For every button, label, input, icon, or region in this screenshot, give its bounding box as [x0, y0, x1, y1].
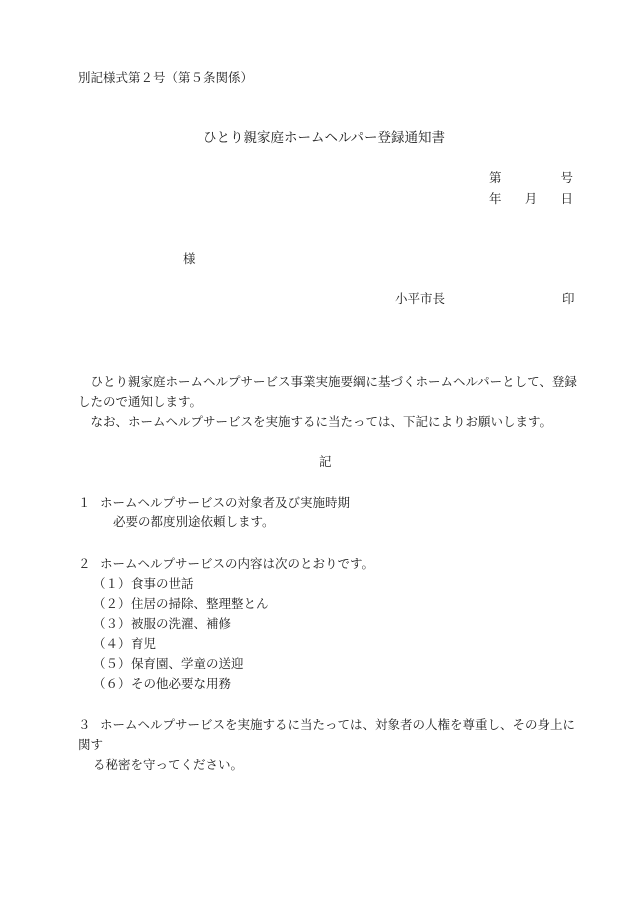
service-number: （１） — [93, 576, 131, 591]
body-paragraph: ひとり親家庭ホームヘルプサービス事業実施要綱に基づくホームヘルパーとして、登録したので通知します。 — [78, 374, 577, 409]
document-title: ひとり親家庭ホームヘルパー登録通知書 — [203, 130, 446, 146]
item-continuation: る秘密を守ってください。 — [93, 757, 244, 772]
date-year: 年 — [489, 191, 502, 206]
body-paragraph: なお、ホームヘルプサービスを実施するに当たっては、下記によりお願いします。 — [90, 414, 553, 429]
form-number: 別記様式第２号（第５条関係） — [78, 70, 254, 85]
list-item — [93, 634, 269, 654]
service-text: その他必要な用務 — [131, 676, 232, 691]
date-line — [489, 191, 573, 207]
item-1 — [78, 493, 578, 513]
item-text: ホームヘルプサービスの内容は次のとおりです。 — [100, 556, 375, 571]
item-number: ３ — [78, 717, 91, 732]
list-item — [93, 614, 269, 634]
ki-heading: 記 — [319, 454, 332, 469]
date-month: 月 — [524, 191, 538, 206]
service-text: 育児 — [131, 636, 157, 651]
item-2 — [78, 554, 578, 574]
sender-name: 小平市長 — [395, 291, 446, 306]
date-day: 日 — [560, 191, 573, 206]
service-list — [93, 574, 269, 694]
item-text: ホームヘルプサービスを実施するに当たっては、対象者の人権を尊重し、その身上に関す — [78, 717, 576, 752]
item-3 — [78, 715, 578, 775]
document-number-line — [489, 170, 573, 186]
item-text: ホームヘルプサービスの対象者及び実施時期 — [100, 495, 351, 510]
service-number: （３） — [93, 616, 131, 631]
service-number: （６） — [93, 676, 131, 691]
seal-mark: 印 — [562, 291, 575, 306]
service-number: （５） — [93, 656, 131, 671]
list-item — [93, 654, 269, 674]
service-text: 被服の洗濯、補修 — [131, 616, 232, 631]
addressee-suffix: 様 — [183, 251, 196, 266]
service-number: （４） — [93, 636, 131, 651]
item-number: １ — [78, 495, 91, 510]
item-number: ２ — [78, 556, 91, 571]
service-text: 保育園、学童の送迎 — [131, 656, 244, 671]
list-item — [93, 574, 269, 594]
notice-body — [78, 372, 578, 432]
number-prefix: 第 — [489, 170, 502, 185]
list-item — [93, 674, 269, 694]
list-item — [93, 594, 269, 614]
number-suffix: 号 — [560, 170, 573, 185]
service-text: 住居の掃除、整理整とん — [131, 596, 269, 611]
item-1-detail: 必要の都度別途依頼します。 — [113, 514, 275, 529]
service-number: （２） — [93, 596, 131, 611]
service-text: 食事の世話 — [131, 576, 194, 591]
